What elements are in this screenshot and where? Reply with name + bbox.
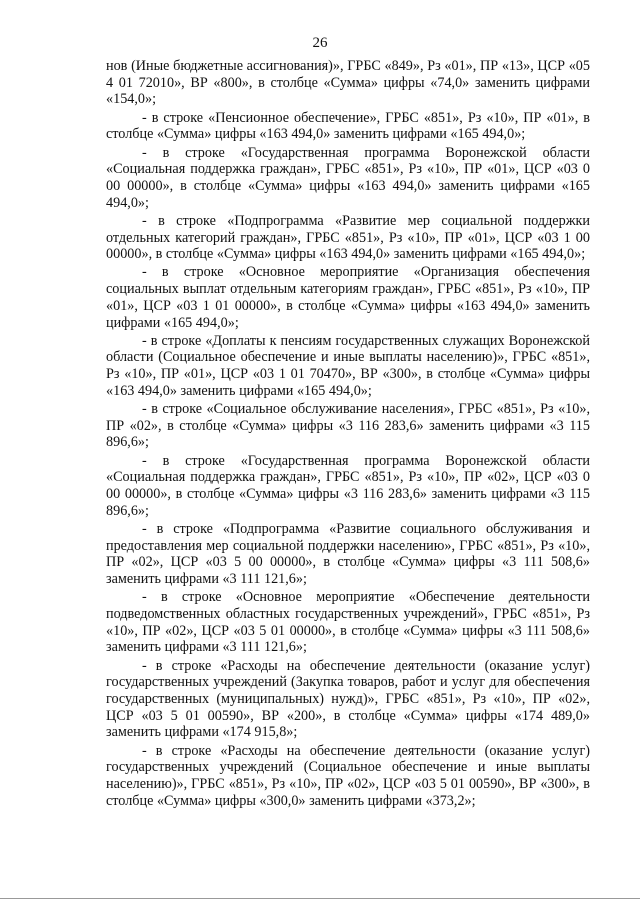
paragraph-amendment: - в строке «Государственная программа Воронежской области «Социальная поддержка граждан», ГРБС «851», Рз «10», ПР «02», ЦСР «03 0 00 00000», в столбце «Сумма» цифры «3 116 283,6» заменить цифрами «3 115 896,6»; bbox=[106, 452, 590, 519]
page-number: 26 bbox=[312, 35, 328, 51]
paragraph-amendment: - в строке «Доплаты к пенсиям государственных служащих Воронежской области (Социальное обеспечение и иные выплаты населению)», ГРБС «851», Рз «10», ПР «01», ЦСР «03 1 01 70470», ВР «300», в столбце «Сумма» цифры «163 494,0» заменить цифрами «165 494,0»; bbox=[106, 332, 590, 399]
page-bottom-rule bbox=[0, 898, 640, 899]
paragraph-amendment: - в строке «Социальное обслуживание населения», ГРБС «851», Рз «10», ПР «02», в столбце «Сумма» цифры «3 116 283,6» заменить цифрами «3 115 896,6»; bbox=[106, 401, 590, 451]
document-body bbox=[106, 58, 590, 809]
paragraph-amendment: - в строке «Подпрограмма «Развитие мер социальной поддержки отдельных категорий граждан», ГРБС «851», Рз «10», ПР «01», ЦСР «03 1 00 00000», в столбце «Сумма» цифры «163 494,0» заменить цифрами «165 494,0»; bbox=[106, 212, 590, 263]
paragraph-amendment: - в строке «Пенсионное обеспечение», ГРБС «851», Рз «10», ПР «01», в столбце «Сумма» цифры «163 494,0» заменить цифрами «165 494,0»; bbox=[106, 109, 590, 143]
paragraph-continuation: нов (Иные бюджетные ассигнования)», ГРБС «849», Рз «01», ПР «13», ЦСР «05 4 01 72010», ВР «800», в столбце «Сумма» цифры «74,0» заменить цифрами «154,0»; bbox=[106, 58, 590, 108]
paragraph-amendment: - в строке «Расходы на обеспечение деятельности (оказание услуг) государственных учреждений (Закупка товаров, работ и услуг для обеспечения государственных (муниципальных) нужд)», ГРБС «851», Рз «10», ПР «02», ЦСР «03 5 01 00590», ВР «200», в столбце «Сумма» цифры «174 489,0» заменить цифрами «174 915,8»; bbox=[106, 657, 590, 741]
paragraph-amendment: - в строке «Подпрограмма «Развитие социального обслуживания и предоставления мер социальной поддержки населению», ГРБС «851», Рз «10», ПР «02», ЦСР «03 5 00 00000», в столбце «Сумма» цифры «3 111 508,6» заменить цифрами «3 111 121,6»; bbox=[106, 520, 590, 588]
paragraph-amendment: - в строке «Государственная программа Воронежской области «Социальная поддержка граждан», ГРБС «851», Рз «10», ПР «01», ЦСР «03 0 00 00000», в столбце «Сумма» цифры «163 494,0» заменить цифрами «165 494,0»; bbox=[106, 144, 590, 211]
paragraph-amendment: - в строке «Основное мероприятие «Организация обеспечения социальных выплат отдельным категориям граждан», ГРБС «851», Рз «10», ПР «01», ЦСР «03 1 01 00000», в столбце «Сумма» цифры «163 494,0» заменить цифрами «165 494,0»; bbox=[106, 264, 590, 331]
paragraph-amendment: - в строке «Основное мероприятие «Обеспечение деятельности подведомственных областных государственных учреждений», ГРБС «851», Рз «10», ПР «02», ЦСР «03 5 01 00000», в столбце «Сумма» цифры «3 111 508,6» заменить цифрами «3 111 121,6»; bbox=[106, 589, 590, 656]
paragraph-amendment: - в строке «Расходы на обеспечение деятельности (оказание услуг) государственных учреждений (Социальное обеспечение и иные выплаты населению)», ГРБС «851», Рз «10», ПР «02», ЦСР «03 5 01 00590», ВР «300», в столбце «Сумма» цифры «300,0» заменить цифрами «373,2»; bbox=[106, 742, 590, 809]
